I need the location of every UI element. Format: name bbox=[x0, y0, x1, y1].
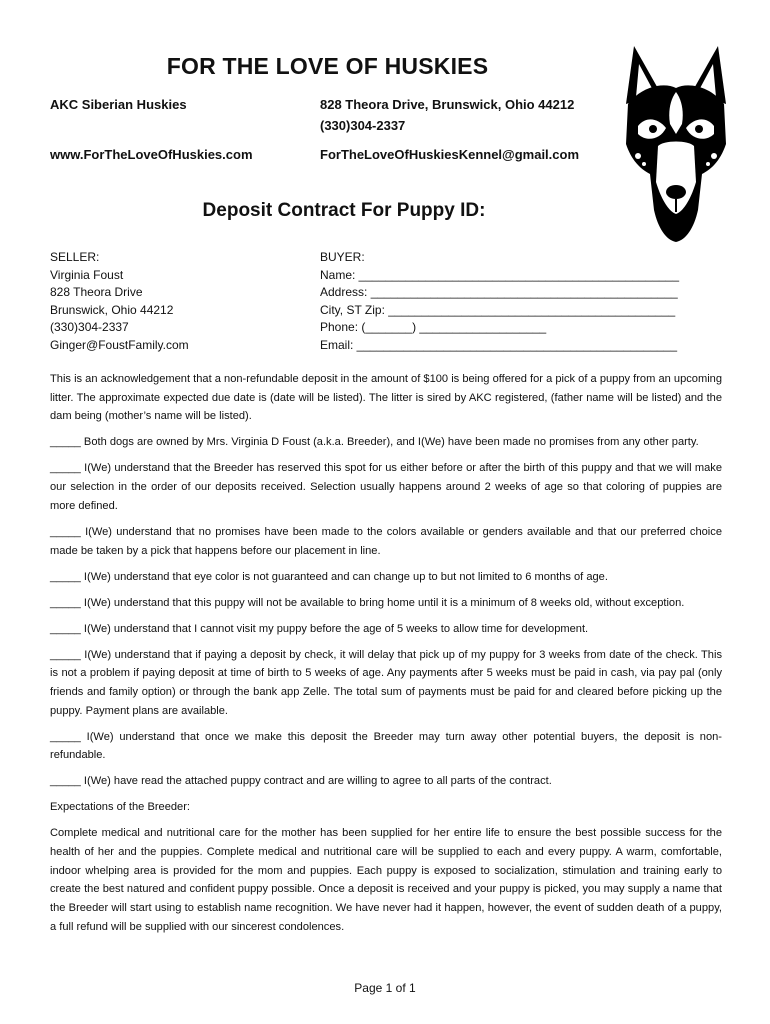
contract-body bbox=[50, 370, 722, 944]
seller-name: Virginia Foust bbox=[50, 267, 124, 282]
breeder-expectations-text: Complete medical and nutritional care for the mother has been supplied for her entire life to ensure the best possible success for the health of her and the puppies. Complete medical and nutritional care will be supplied to each and every puppy. A warm, comfortable, indoor whelping area is provided for the mom and puppies. Each puppy is exposed to socialization, stimulation and training early to create the best natured and confident puppy possible. Once a deposit is received and your puppy is picked, you may supply a name that the Breeder will start using to establish name recognition. We have never had it happen, however, the event of sudden death of a puppy, a full refund will be supplied with our sincerest condolences. bbox=[50, 827, 722, 933]
kennel-address: 828 Theora Drive, Brunswick, Ohio 44212 bbox=[320, 97, 575, 112]
kennel-title: FOR THE LOVE OF HUSKIES bbox=[166, 53, 489, 79]
initial-clause-visits[interactable]: _____ I(We) understand that I cannot visit my puppy before the age of 5 weeks to allow time for development. bbox=[50, 622, 589, 635]
initial-clause-agreement[interactable]: _____ I(We) have read the attached puppy contract and are willing to agree to all parts of the contract. bbox=[50, 775, 552, 788]
email-link[interactable]: ForTheLoveOfHuskiesKennel@gmail.com bbox=[320, 147, 580, 162]
breed-label: AKC Siberian Huskies bbox=[50, 97, 187, 112]
initial-clause-reservation[interactable]: _____ I(We) understand that the Breeder has reserved this spot for us either before or after the birth of this puppy and that we will make our selection in the order of our deposits received. Selection usually happens around 2 weeks of age so that coloring of puppies are more defined. bbox=[50, 462, 722, 512]
page-number: Page 1 of 1 bbox=[354, 981, 416, 995]
seller-city: Brunswick, Ohio 44212 bbox=[50, 302, 174, 317]
initial-clause-pickup-age[interactable]: _____ I(We) understand that this puppy will not be available to bring home until it is a minimum of 8 weeks old, without exception. bbox=[50, 596, 685, 609]
initial-clause-eye-color[interactable]: _____ I(We) understand that eye color is not guaranteed and can change up to but not limited to 6 months of age. bbox=[50, 570, 608, 583]
initial-clause-payment[interactable]: _____ I(We) understand that if paying a deposit by check, it will delay that pick up of my puppy for 3 weeks from date of the check. This is not a problem if paying deposit at time of birth to 5 weeks of age. Any payments after 5 weeks must be paid in cash, via pay pal (only friends and family option) or through the bank app Zelle. The total sum of payments must be paid for and cleared before picking up the puppy. Payment plans are available. bbox=[50, 648, 722, 717]
kennel-phone: (330)304-2337 bbox=[320, 118, 406, 133]
buyer-block bbox=[320, 249, 679, 355]
website-link[interactable]: www.ForTheLoveOfHuskies.com bbox=[50, 147, 253, 162]
seller-block bbox=[50, 249, 189, 355]
deposit-acknowledgement: This is an acknowledgement that a non-refundable deposit in the amount of $100 is being offered for a pick of a puppy from an upcoming litter. The approximate expected due date is (date will be listed). The litter is sired by AKC registered, (father name will be listed) and the dam being (mother’s name will be listed). bbox=[50, 373, 722, 423]
buyer-phone-field[interactable]: Phone: (_______) ___________________ bbox=[320, 320, 547, 335]
seller-email: Ginger@FoustFamily.com bbox=[50, 337, 189, 352]
buyer-name-field[interactable]: Name: ________________________________________________ bbox=[320, 267, 680, 282]
initial-clause-ownership[interactable]: _____ Both dogs are owned by Mrs. Virginia D Foust (a.k.a. Breeder), and I(We) have been made no promises from any other party. bbox=[50, 436, 699, 449]
breeder-expectations-heading: Expectations of the Breeder: bbox=[50, 801, 190, 814]
buyer-address-field[interactable]: Address: ______________________________________________ bbox=[320, 285, 678, 300]
contract-title: Deposit Contract For Puppy ID: bbox=[202, 200, 486, 221]
seller-heading: SELLER: bbox=[50, 250, 100, 264]
initial-clause-non-refundable[interactable]: _____ I(We) understand that once we make this deposit the Breeder may turn away other potential buyers, the deposit is non-refundable. bbox=[50, 730, 722, 762]
seller-street: 828 Theora Drive bbox=[50, 285, 143, 300]
buyer-city-field[interactable]: City, ST Zip: ___________________________________________ bbox=[320, 302, 676, 317]
initial-clause-colors[interactable]: _____ I(We) understand that no promises have been made to the colors available or genders available and that our preferred choice made be taken by a pick that happens before our placement in line. bbox=[50, 525, 722, 557]
seller-phone: (330)304-2337 bbox=[50, 320, 129, 335]
buyer-heading: BUYER: bbox=[320, 250, 365, 264]
buyer-email-field[interactable]: Email: ________________________________________________ bbox=[320, 337, 678, 352]
